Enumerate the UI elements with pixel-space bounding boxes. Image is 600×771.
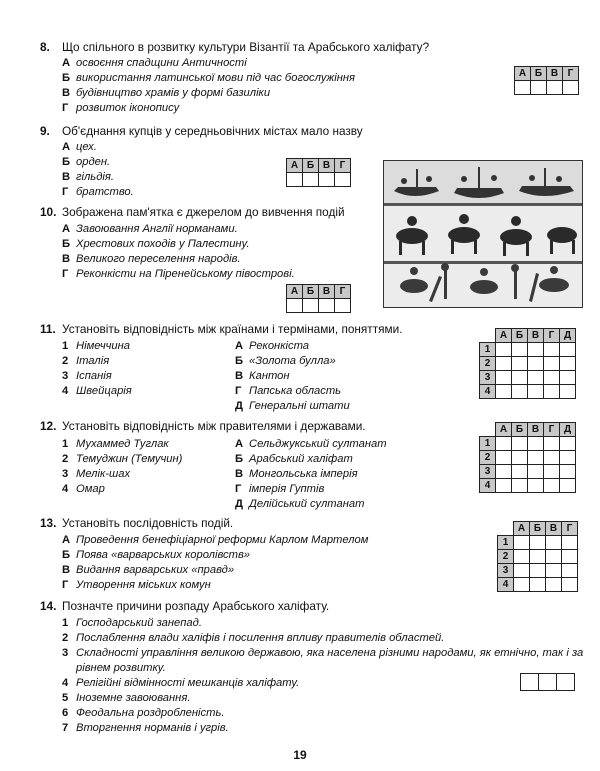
question-number: 9.: [40, 124, 50, 138]
option: [62, 57, 247, 69]
option-text: Послаблення влади халіфів і посилення впливу правителів областей.: [76, 632, 445, 644]
answer-cell[interactable]: [287, 299, 303, 313]
answer-cell[interactable]: [319, 173, 335, 187]
option-letter: Б: [62, 238, 71, 250]
grid-header-cell: Б: [303, 285, 319, 299]
question-8: [40, 40, 429, 54]
answer-cell[interactable]: [514, 550, 530, 564]
grid-header-cell: Г: [335, 285, 351, 299]
grid-header-cell: В: [546, 522, 562, 536]
option-text: Німеччина: [76, 340, 131, 352]
grid-corner: [480, 423, 496, 437]
answer-cell[interactable]: [512, 357, 528, 371]
question-number: 8.: [40, 40, 50, 54]
grid-row-header: 2: [498, 550, 514, 564]
option: [62, 438, 169, 450]
option-text: Мелік-шах: [76, 468, 131, 480]
answer-cell[interactable]: [512, 437, 528, 451]
question-number: 13.: [40, 516, 57, 530]
option-text: Папська область: [249, 385, 342, 397]
grid-row-header: 3: [480, 371, 496, 385]
grid-corner: [480, 329, 496, 343]
answer-grid-q8: [514, 66, 579, 95]
option: [235, 498, 364, 510]
grid-header-cell: В: [319, 285, 335, 299]
grid-header-cell: Б: [512, 423, 528, 437]
option-letter: Д: [235, 498, 243, 510]
option-text: використання латинської мови під час богослужіння: [76, 72, 356, 84]
question-text: Установіть послідовність подій.: [62, 516, 234, 530]
grid-header-cell: В: [547, 67, 563, 81]
answer-cell[interactable]: [528, 343, 544, 357]
option: [235, 483, 324, 495]
answer-cell[interactable]: [562, 564, 578, 578]
option-text: Темуджин (Темучин): [76, 453, 183, 465]
answer-cell[interactable]: [560, 465, 576, 479]
answer-cell[interactable]: [544, 437, 560, 451]
option-letter: Б: [235, 355, 244, 367]
option: [62, 186, 134, 198]
answer-grid-q14: [520, 673, 575, 691]
option: [62, 102, 179, 114]
option: [62, 355, 109, 367]
grid-header-cell: А: [496, 329, 512, 343]
answer-cell[interactable]: [512, 465, 528, 479]
answer-cell[interactable]: [560, 357, 576, 371]
option-letter: Г: [62, 579, 69, 591]
answer-cell[interactable]: [512, 343, 528, 357]
answer-cell[interactable]: [528, 357, 544, 371]
option-text: гільдія.: [76, 171, 114, 183]
option-text: будівництво храмів у формі базиліки: [76, 87, 271, 99]
answer-cell[interactable]: [528, 479, 544, 493]
grid-header-cell: А: [496, 423, 512, 437]
option-text: Завоювання Англії норманами.: [76, 223, 238, 235]
option-text: Делійський султанат: [249, 498, 365, 510]
question-11: [40, 322, 402, 336]
answer-cell[interactable]: [546, 536, 562, 550]
answer-cell[interactable]: [287, 173, 303, 187]
option-text: цех.: [76, 141, 97, 153]
option-letter: А: [62, 57, 71, 69]
answer-cell[interactable]: [560, 437, 576, 451]
question-text: Що спільного в розвитку культури Візантії та Арабського халіфату?: [62, 40, 430, 54]
option: [235, 385, 341, 397]
option: [62, 617, 202, 629]
option-text: Реконкісти на Піренейському півострові.: [76, 268, 295, 280]
answer-cell[interactable]: [546, 578, 562, 592]
option-letter: 1: [62, 438, 69, 450]
option-letter: Б: [62, 156, 71, 168]
option: [62, 692, 190, 704]
answer-cell[interactable]: [530, 578, 546, 592]
option: [62, 223, 238, 235]
option: [62, 662, 166, 674]
grid-header-cell: Д: [560, 329, 576, 343]
answer-cell[interactable]: [560, 371, 576, 385]
option-letter: 7: [62, 722, 69, 734]
answer-cell[interactable]: [544, 371, 560, 385]
option-letter: 4: [62, 677, 69, 689]
answer-cell[interactable]: [319, 299, 335, 313]
option-letter: Г: [62, 268, 69, 280]
bayeux-tapestry-image: [383, 160, 583, 308]
option-text: Складності управління великою державою, яка населена різними народами, як етнічно, так і за: [76, 647, 584, 659]
option: [235, 340, 309, 352]
answer-cell[interactable]: [303, 173, 319, 187]
question-12: [40, 419, 366, 433]
option-letter: 6: [62, 707, 69, 719]
option-text: Мухаммед Туглак: [76, 438, 169, 450]
answer-grid-q12: [479, 422, 576, 493]
grid-row-header: 1: [480, 437, 496, 451]
answer-cell[interactable]: [496, 385, 512, 399]
option-text: освоєння спадщини Античності: [76, 57, 247, 69]
option-text: Поява «варварських королівств»: [76, 549, 251, 561]
grid-row-header: 2: [480, 451, 496, 465]
grid-row-header: 3: [498, 564, 514, 578]
option-text: розвиток іконопису: [76, 102, 180, 114]
option-letter: Д: [235, 400, 243, 412]
answer-cell[interactable]: [496, 451, 512, 465]
option-letter: 4: [62, 385, 69, 397]
option-letter: 1: [62, 340, 69, 352]
answer-grid-q13: [497, 521, 578, 592]
answer-cell[interactable]: [539, 674, 557, 691]
grid-header-cell: Г: [563, 67, 579, 81]
option-text: Реконкіста: [249, 340, 309, 352]
option-text: Феодальна роздробленість.: [76, 707, 225, 719]
option-text: Хрестових походів у Палестину.: [76, 238, 250, 250]
option: [62, 141, 97, 153]
answer-cell[interactable]: [530, 550, 546, 564]
grid-corner: [498, 522, 514, 536]
option-text: Релігійні відмінності мешканців халіфату.: [76, 677, 300, 689]
answer-cell[interactable]: [544, 357, 560, 371]
option: [62, 647, 583, 659]
answer-cell[interactable]: [531, 81, 547, 95]
answer-cell[interactable]: [528, 437, 544, 451]
question-14: [40, 599, 329, 613]
page-number: 19: [293, 748, 307, 762]
grid-header-cell: В: [319, 159, 335, 173]
option-letter: 4: [62, 483, 69, 495]
question-text: Зображена пам'ятка є джерелом до вивчення подій: [62, 205, 345, 219]
answer-cell[interactable]: [562, 536, 578, 550]
answer-cell[interactable]: [496, 371, 512, 385]
answer-cell[interactable]: [496, 479, 512, 493]
answer-grid-q11: [479, 328, 576, 399]
option-letter: В: [235, 468, 244, 480]
answer-cell[interactable]: [546, 564, 562, 578]
option: [235, 468, 358, 480]
grid-header-cell: А: [514, 522, 530, 536]
option: [62, 453, 182, 465]
answer-cell[interactable]: [496, 465, 512, 479]
answer-cell[interactable]: [512, 479, 528, 493]
option: [62, 370, 112, 382]
option: [62, 722, 229, 734]
option-text: братство.: [76, 186, 134, 198]
option-letter: 3: [62, 468, 69, 480]
option: [62, 677, 299, 689]
option-text: «Золота булла»: [249, 355, 336, 367]
grid-row-header: 4: [498, 578, 514, 592]
option-letter: Б: [235, 453, 244, 465]
option-letter: Г: [62, 186, 69, 198]
option-letter: В: [235, 370, 244, 382]
option: [62, 171, 114, 183]
answer-cell[interactable]: [544, 343, 560, 357]
grid-header-cell: Г: [562, 522, 578, 536]
grid-header-cell: А: [515, 67, 531, 81]
option-text: Монгольська імперія: [249, 468, 358, 480]
option-letter: В: [62, 253, 71, 265]
answer-cell[interactable]: [528, 371, 544, 385]
grid-header-cell: Б: [303, 159, 319, 173]
answer-cell[interactable]: [560, 385, 576, 399]
option-letter: 2: [62, 632, 69, 644]
option-text: Видання варварських «правд»: [76, 564, 235, 576]
option-letter: Г: [235, 483, 242, 495]
answer-cell[interactable]: [514, 564, 530, 578]
option-text: Швейцарія: [76, 385, 132, 397]
option-letter: А: [235, 340, 244, 352]
option: [62, 483, 105, 495]
option: [62, 72, 355, 84]
answer-cell[interactable]: [557, 674, 575, 691]
option: [62, 549, 250, 561]
answer-cell[interactable]: [303, 299, 319, 313]
option-letter: А: [235, 438, 244, 450]
option: [62, 253, 241, 265]
answer-cell[interactable]: [528, 465, 544, 479]
option-letter: 3: [62, 647, 69, 659]
option-text: імперія Гуптів: [249, 483, 325, 495]
option: [235, 355, 336, 367]
option-text: Великого переселення народів.: [76, 253, 241, 265]
option-text: Омар: [76, 483, 105, 495]
option: [62, 632, 444, 644]
answer-cell[interactable]: [544, 465, 560, 479]
option-text: Іноземне завоювання.: [76, 692, 191, 704]
grid-row-header: 2: [480, 357, 496, 371]
option-text: Генеральні штати: [249, 400, 350, 412]
answer-grid-q10: [286, 284, 351, 313]
answer-cell[interactable]: [514, 536, 530, 550]
grid-header-cell: Г: [544, 329, 560, 343]
option-letter: Б: [62, 549, 71, 561]
option-letter: А: [62, 141, 71, 153]
answer-cell[interactable]: [562, 578, 578, 592]
option-letter: В: [62, 564, 71, 576]
question-10: [40, 205, 345, 219]
answer-cell[interactable]: [528, 385, 544, 399]
answer-cell[interactable]: [335, 173, 351, 187]
answer-cell[interactable]: [560, 451, 576, 465]
option: [235, 370, 290, 382]
question-number: 12.: [40, 419, 57, 433]
answer-cell[interactable]: [512, 451, 528, 465]
answer-cell[interactable]: [528, 451, 544, 465]
option-letter: 1: [62, 617, 69, 629]
question-text: Установіть відповідність між правителями і державами.: [62, 419, 366, 433]
option: [235, 400, 350, 412]
question-number: 14.: [40, 599, 57, 613]
grid-header-cell: А: [287, 285, 303, 299]
answer-cell[interactable]: [335, 299, 351, 313]
answer-cell[interactable]: [530, 536, 546, 550]
question-number: 11.: [40, 322, 56, 336]
grid-header-cell: Г: [335, 159, 351, 173]
grid-header-cell: Д: [560, 423, 576, 437]
question-number: 10.: [40, 205, 57, 219]
option-text: Італія: [76, 355, 110, 367]
option-letter: 2: [62, 453, 69, 465]
option-letter: В: [62, 171, 71, 183]
grid-header-cell: Б: [512, 329, 528, 343]
option-letter: Б: [62, 72, 71, 84]
question-text: Об'єднання купців у середньовічних містах мало назву: [62, 124, 363, 138]
grid-row-header: 1: [498, 536, 514, 550]
answer-cell[interactable]: [562, 550, 578, 564]
answer-grid-q9: [286, 158, 351, 187]
answer-cell[interactable]: [514, 578, 530, 592]
grid-row-header: 3: [480, 465, 496, 479]
answer-cell[interactable]: [547, 81, 563, 95]
grid-header-cell: В: [528, 329, 544, 343]
answer-cell[interactable]: [496, 343, 512, 357]
question-13: [40, 516, 233, 530]
option: [62, 579, 211, 591]
option: [62, 468, 130, 480]
answer-cell[interactable]: [496, 437, 512, 451]
option: [62, 385, 132, 397]
option-text: рівнем розвитку.: [76, 662, 166, 674]
grid-header-cell: Б: [531, 67, 547, 81]
option-letter: 3: [62, 370, 69, 382]
question-text: Установіть відповідність між країнами і термінами, поняттями.: [62, 322, 403, 336]
grid-row-header: 4: [480, 479, 496, 493]
option-letter: 5: [62, 692, 69, 704]
answer-cell[interactable]: [521, 674, 539, 691]
option: [62, 238, 250, 250]
option: [62, 534, 368, 546]
grid-row-header: 4: [480, 385, 496, 399]
option-letter: В: [62, 87, 71, 99]
option-text: Арабський халіфат: [249, 453, 353, 465]
grid-header-cell: Б: [530, 522, 546, 536]
answer-cell[interactable]: [512, 385, 528, 399]
question-9: [40, 124, 363, 138]
option-letter: Г: [62, 102, 69, 114]
option-text: Господарський занепад.: [76, 617, 202, 629]
option-letter: А: [62, 223, 71, 235]
answer-cell[interactable]: [563, 81, 579, 95]
grid-header-cell: А: [287, 159, 303, 173]
option-text: Іспанія: [76, 370, 112, 382]
option: [235, 453, 353, 465]
answer-cell[interactable]: [496, 357, 512, 371]
grid-header-cell: Г: [544, 423, 560, 437]
answer-cell[interactable]: [544, 451, 560, 465]
option-letter: 2: [62, 355, 69, 367]
option: [62, 340, 130, 352]
grid-header-cell: В: [528, 423, 544, 437]
answer-cell[interactable]: [544, 479, 560, 493]
option-text: Вторгнення норманів і угрів.: [76, 722, 229, 734]
option-text: Сельджукський султанат: [249, 438, 387, 450]
option-text: Проведення бенефіціарної реформи Карлом Мартелом: [76, 534, 369, 546]
answer-cell[interactable]: [560, 479, 576, 493]
answer-cell[interactable]: [560, 343, 576, 357]
option-text: орден.: [76, 156, 111, 168]
option-text: Кантон: [249, 370, 290, 382]
question-text: Позначте причини розпаду Арабського халіфату.: [62, 599, 330, 613]
option: [62, 156, 110, 168]
option: [62, 87, 270, 99]
option-letter: Г: [235, 385, 242, 397]
answer-cell[interactable]: [544, 385, 560, 399]
answer-cell[interactable]: [515, 81, 531, 95]
option: [235, 438, 387, 450]
grid-row-header: 1: [480, 343, 496, 357]
answer-cell[interactable]: [512, 371, 528, 385]
option: [62, 268, 295, 280]
answer-cell[interactable]: [546, 550, 562, 564]
option: [62, 707, 224, 719]
answer-cell[interactable]: [530, 564, 546, 578]
option-letter: А: [62, 534, 71, 546]
option: [62, 564, 234, 576]
option-text: Утворення міських комун: [76, 579, 211, 591]
